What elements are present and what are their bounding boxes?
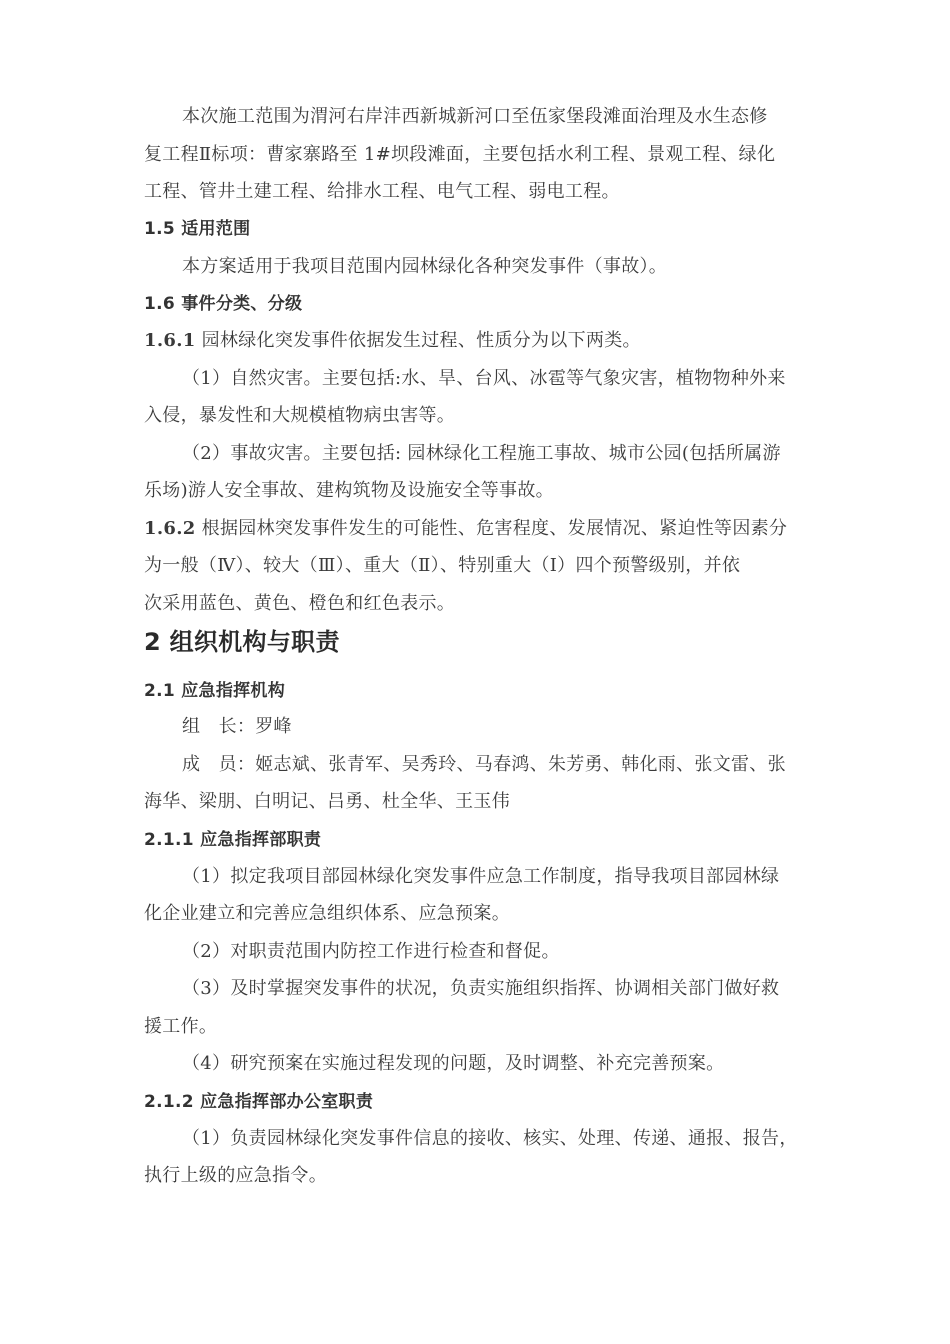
section-heading-1-5: 1.5 适用范围 [144, 219, 251, 239]
list-item-accident-disaster-line-2: 乐场)游人安全事故、建构筑物及设施安全等事故。 [144, 480, 554, 501]
section-heading-2-1-2: 2.1.2 应急指挥部办公室职责 [144, 1092, 374, 1112]
intro-line-2: 复工程Ⅱ标项：曹家寨路至 1#坝段滩面，主要包括水利工程、景观工程、绿化 [144, 144, 776, 165]
duty-item-3-line-1: （3）及时掌握突发事件的状况，负责实施组织指挥、协调相关部门做好救 [182, 978, 780, 999]
section-heading-2-1-1: 2.1.1 应急指挥部职责 [144, 830, 322, 850]
list-item-accident-disaster-line-1: （2）事故灾害。主要包括: 园林绿化工程施工事故、城市公园(包括所属游 [182, 443, 781, 464]
section-1-6-2-line-2: 为一般（Ⅳ）、较大（Ⅲ）、重大（Ⅱ）、特别重大（Ⅰ）四个预警级别，并依 [144, 555, 741, 576]
intro-line-3: 工程、管井土建工程、给排水工程、电气工程、弱电工程。 [144, 181, 620, 202]
paragraph-scope: 本方案适用于我项目范围内园林绿化各种突发事件（事故）。 [182, 256, 668, 277]
section-1-6-1-line [144, 330, 641, 352]
intro-line-1: 本次施工范围为渭河右岸沣西新城新河口至伍家堡段滩面治理及水生态修 [182, 106, 768, 127]
duty-item-4: （4）研究预案在实施过程发现的问题，及时调整、补充完善预案。 [182, 1053, 725, 1074]
list-item-natural-disaster-line-2: 入侵，暴发性和大规模植物病虫害等。 [144, 405, 456, 426]
section-1-6-2-line-3: 次采用蓝色、黄色、橙色和红色表示。 [144, 593, 456, 614]
section-1-6-1-text: 园林绿化突发事件依据发生过程、性质分为以下两类。 [201, 330, 641, 351]
section-1-6-2-line-1 [144, 518, 787, 540]
members-line-2: 海华、梁朋、白明记、吕勇、杜全华、王玉伟 [144, 791, 510, 812]
section-number-1-6-2: 1.6.2 [144, 518, 196, 539]
duty-item-2: （2）对职责范围内防控工作进行检查和督促。 [182, 941, 560, 962]
duty-item-1-line-2: 化企业建立和完善应急组织体系、应急预案。 [144, 903, 510, 924]
chapter-heading-2: 2 组织机构与职责 [144, 628, 340, 656]
office-duty-item-1-line-2: 执行上级的应急指令。 [144, 1165, 327, 1186]
duty-item-3-line-2: 援工作。 [144, 1016, 218, 1037]
list-item-natural-disaster-line-1: （1）自然灾害。主要包括:水、旱、台风、冰雹等气象灾害，植物物种外来 [182, 368, 786, 389]
leader-line: 组 长：罗峰 [182, 716, 292, 737]
section-1-6-2-text: 根据园林突发事件发生的可能性、危害程度、发展情况、紧迫性等因素分 [201, 518, 788, 539]
office-duty-item-1-line-1: （1）负责园林绿化突发事件信息的接收、核实、处理、传递、通报、报告， [182, 1128, 798, 1149]
members-line-1: 成 员：姬志斌、张青军、吴秀玲、马春鸿、朱芳勇、韩化雨、张文雷、张 [182, 754, 786, 775]
duty-item-1-line-1: （1）拟定我项目部园林绿化突发事件应急工作制度，指导我项目部园林绿 [182, 866, 780, 887]
section-heading-1-6: 1.6 事件分类、分级 [144, 294, 303, 314]
section-heading-2-1: 2.1 应急指挥机构 [144, 681, 286, 701]
section-number-1-6-1: 1.6.1 [144, 330, 196, 351]
